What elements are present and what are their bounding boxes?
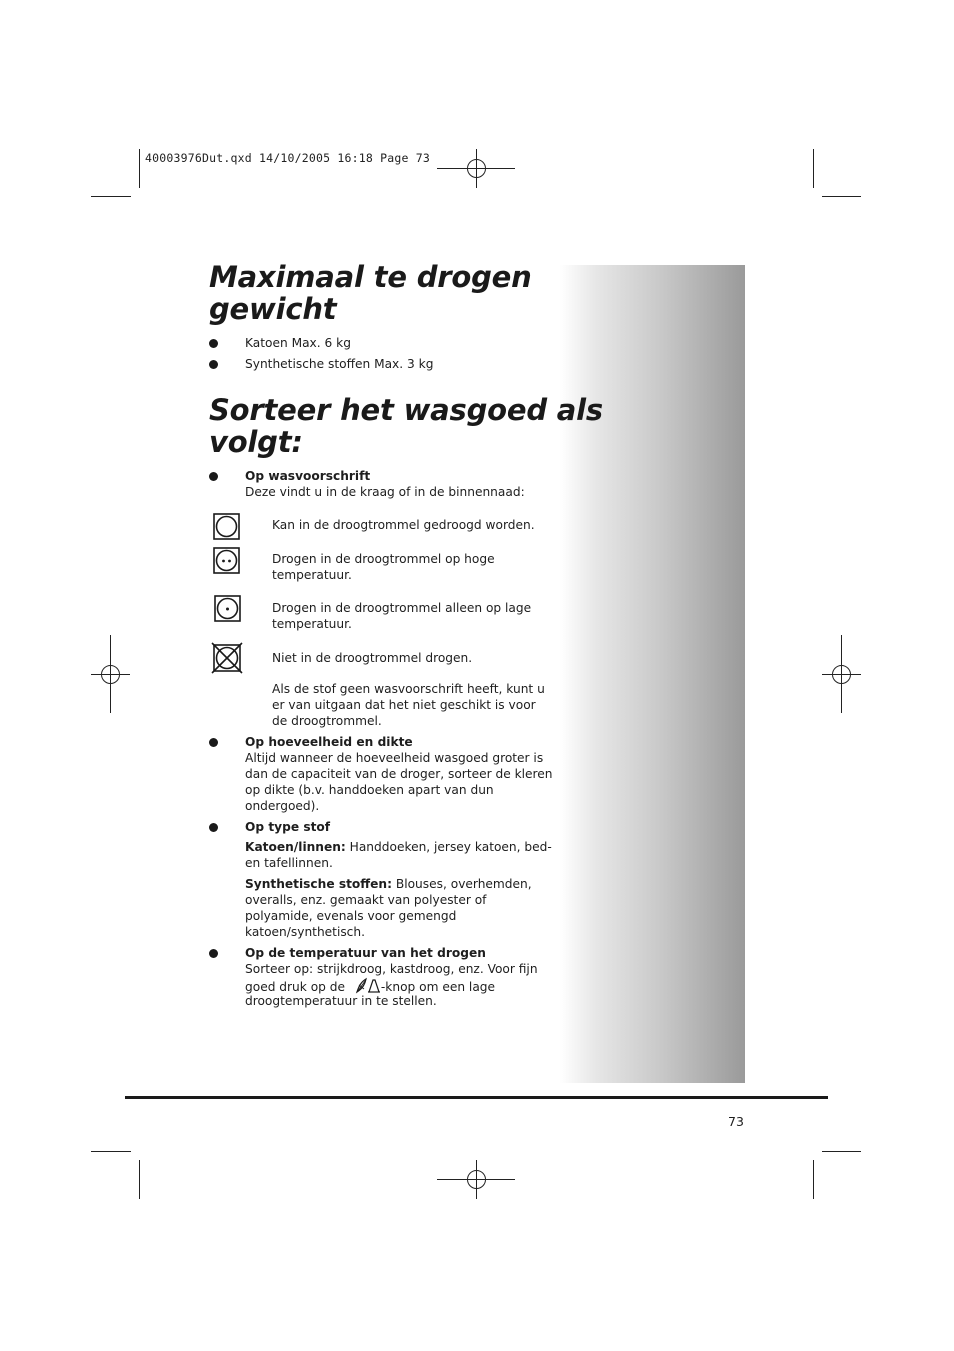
registration-mark-icon [822,635,862,715]
title-line: Maximaal te drogen [209,260,532,294]
bullet-icon [209,949,218,958]
crop-mark [91,1151,131,1152]
inline-text: Handdoeken, jersey katoen, bed- [345,840,552,854]
paragraph-line [245,839,552,855]
paragraph-line: ondergoed). [245,799,320,813]
registration-mark-icon [437,1160,517,1200]
symbol-description: Kan in de droogtrommel gedroogd worden. [272,518,535,532]
symbol-description: temperatuur. [272,617,352,631]
crop-mark [91,196,131,197]
symbol-description: temperatuur. [272,568,352,582]
paragraph-line: op dikte (b.v. handdoeken apart van dun [245,783,494,797]
footer-rule [125,1096,828,1099]
bullet-icon [209,339,218,348]
subheading: Op de temperatuur van het drogen [245,946,486,960]
tumble-dry-high-icon [213,547,241,575]
do-not-tumble-dry-icon [211,642,243,674]
paragraph-line: dan de capaciteit van de droger, sorteer de kleren [245,767,553,781]
side-panel [560,265,745,1083]
inline-label: Katoen/linnen: [245,840,346,854]
paragraph-line: Deze vindt u in de kraag of in de binnennaad: [245,485,525,499]
paragraph-line: droogtemperatuur in te stellen. [245,994,437,1008]
crop-mark [822,1151,861,1152]
paragraph-line: er van uitgaan dat het niet geschikt is voor [272,698,536,712]
section-title-weight [209,261,532,325]
crop-mark [139,1160,140,1199]
bullet-icon [209,472,218,481]
title-line: volgt: [209,425,303,459]
section-title-sort [209,394,603,458]
paragraph-line: de droogtrommel. [272,714,382,728]
crop-mark [813,149,814,188]
crop-mark [813,1160,814,1199]
paragraph-line: katoen/synthetisch. [245,925,365,939]
inline-label: Synthetische stoffen: [245,877,392,891]
inline-text: goed druk op de [245,980,346,994]
registration-mark-icon [91,635,131,715]
paragraph-line: Als de stof geen wasvoorschrift heeft, kunt u [272,682,545,696]
crop-mark [822,196,861,197]
bullet-icon [209,823,218,832]
symbol-description: Drogen in de droogtrommel op hoge [272,552,495,566]
tumble-dry-low-icon [214,595,242,623]
title-line: gewicht [209,292,337,326]
symbol-description: Niet in de droogtrommel drogen. [272,651,473,665]
bullet-icon [209,360,218,369]
delicate-button-icon [355,977,381,994]
subheading: Op hoeveelheid en dikte [245,735,413,749]
tumble-dry-allowed-icon [213,513,241,541]
inline-text: -knop om een lage [380,980,496,994]
symbol-description: Drogen in de droogtrommel alleen op lage [272,601,532,615]
crop-mark [139,149,140,188]
paragraph-line [245,876,532,892]
registration-mark-icon [437,149,517,189]
paragraph-line: Sorteer op: strijkdroog, kastdroog, enz. Voor fijn [245,962,538,976]
file-slug: 40003976Dut.qxd 14/10/2005 16:18 Page 73 [145,151,430,165]
list-item: Katoen Max. 6 kg [245,336,351,350]
subheading: Op wasvoorschrift [245,469,371,483]
paragraph-line: Altijd wanneer de hoeveelheid wasgoed groter is [245,751,544,765]
paragraph-line: overalls, enz. gemaakt van polyester of [245,893,487,907]
title-line: Sorteer het wasgoed als [209,393,603,427]
bullet-icon [209,738,218,747]
page-number: 73 [728,1114,744,1129]
paragraph-line: polyamide, evenals voor gemengd [245,909,457,923]
subheading: Op type stof [245,820,331,834]
paragraph-line: en tafellinnen. [245,856,333,870]
inline-text: Blouses, overhemden, [391,877,532,891]
list-item: Synthetische stoffen Max. 3 kg [245,357,434,371]
